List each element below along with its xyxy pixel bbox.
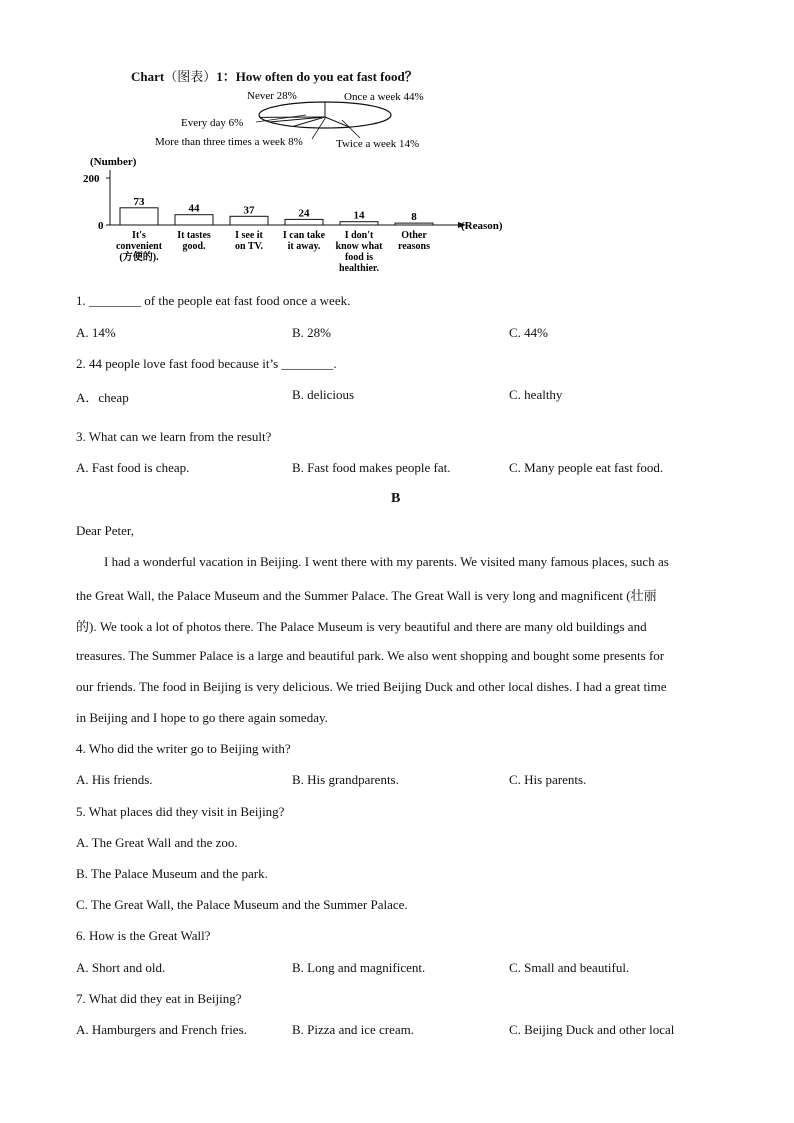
pie-label-three-times: More than three times a week 8% [155,136,303,148]
q7-option-c[interactable]: C. Beijing Duck and other local [509,1022,675,1037]
bar [395,223,433,225]
bar-category-label: (方便的). [119,252,159,263]
q3-option-b[interactable]: B. Fast food makes people fat. [292,460,451,475]
letter-line-6: in Beijing and I hope to go there again someday. [76,710,328,725]
q3-option-a[interactable]: A. Fast food is cheap. [76,460,190,475]
bar-category-label: It's [132,230,146,241]
bar [285,219,323,225]
bar-category-label: I can take [282,230,326,241]
fast-food-figure [80,62,540,284]
chart-title-prefix: Chart [131,69,165,84]
bar [120,208,158,225]
question-5: 5. What places did they visit in Beijing? [76,804,285,819]
chart-title-cn: （图表） [164,69,217,84]
bar-category-label: It tastes [177,230,211,241]
q3-option-c[interactable]: C. Many people eat fast food. [509,460,664,475]
bar [175,215,213,225]
bar-value-label: 24 [298,207,310,220]
y-tick-0: 0 [98,220,104,232]
q4-option-b[interactable]: B. His grandparents. [292,772,399,787]
question-7: 7. What did they eat in Beijing? [76,991,242,1006]
bar-category-label: I see it [235,230,263,241]
pie-label-never: Never 28% [247,90,297,102]
letter-line-3: 的). We took a lot of photos there. The Palace Museum is very beautiful and there are many old buildings and [76,619,647,634]
bar-category-label: Other [401,230,427,241]
chart-svg [80,62,540,284]
q5-option-b[interactable]: B. The Palace Museum and the park. [76,866,268,881]
q1-option-b[interactable]: B. 28% [292,325,331,340]
bar-category-label: it away. [287,241,321,252]
bar-chart [83,156,503,274]
q2-option-c[interactable]: C. healthy [509,387,563,402]
pie-label-twice-a-week: Twice a week 14% [336,138,420,150]
q4-option-a[interactable]: A. His friends. [76,772,153,787]
bar-value-label: 37 [243,204,255,217]
section-heading-b: B [391,491,401,506]
letter-line-5: our friends. The food in Beijing is very delicious. We tried Beijing Duck and other local dishes. I had a great time [76,679,667,694]
bar-category-label: on TV. [235,241,263,252]
q6-option-a[interactable]: A. Short and old. [76,960,166,975]
bar [340,222,378,225]
q1-option-a[interactable]: A. 14% [76,325,116,340]
bar-category-label: reasons [397,241,431,252]
pie-label-once-a-week: Once a week 44% [344,91,424,103]
q5-option-c[interactable]: C. The Great Wall, the Palace Museum and the Summer Palace. [76,897,408,912]
bar-value-label: 73 [133,195,145,208]
bar-category-label: healthier. [339,263,379,274]
y-tick-200: 200 [83,173,100,185]
bar-value-label: 44 [188,202,200,215]
bar-value-label: 8 [411,211,417,224]
q2-option-a[interactable]: A．cheap [76,390,129,405]
q6-option-b[interactable]: B. Long and magnificent. [292,960,426,975]
letter-greeting: Dear Peter, [76,523,134,538]
q6-option-c[interactable]: C. Small and beautiful. [509,960,630,975]
pie-label-every-day: Every day 6% [181,117,244,129]
y-axis-label: (Number) [90,156,137,168]
q2-option-b[interactable]: B. delicious [292,387,355,402]
x-axis-label: (Reason) [461,220,503,232]
pie-slice-divider [325,117,349,127]
letter-line-4: treasures. The Summer Palace is a large and beautiful park. We also went shopping and bought some presents for [76,648,665,663]
q4-option-c[interactable]: C. His parents. [509,772,587,787]
question-3: 3. What can we learn from the result? [76,429,272,444]
question-4: 4. Who did the writer go to Beijing with? [76,741,291,756]
question-6: 6. How is the Great Wall? [76,928,211,943]
q5-option-a[interactable]: A. The Great Wall and the zoo. [76,835,238,850]
chart-title-question: How often do you eat fast food？ [235,69,418,84]
letter-line-2: the Great Wall, the Palace Museum and the Summer Palace. The Great Wall is very long and magnificent (壮丽 [76,588,657,603]
question-1: 1. ________ of the people eat fast food once a week. [76,293,351,308]
bar-value-label: 14 [353,209,365,222]
question-2: 2. 44 people love fast food because it’s ________. [76,356,337,371]
chart-title-num: 1： [216,69,236,84]
letter-line-1: I had a wonderful vacation in Beijing. I went there with my parents. We visited many famous places, such as [104,554,669,569]
bar-category-label: good. [182,241,206,252]
q7-option-a[interactable]: A. Hamburgers and French fries. [76,1022,247,1037]
bar-category-label: know what [335,241,383,252]
bar-category-label: food is [344,252,374,263]
q7-option-b[interactable]: B. Pizza and ice cream. [292,1022,414,1037]
q1-option-c[interactable]: C. 44% [509,325,548,340]
bar-category-label: convenient [115,241,163,252]
bar-category-label: I don't [344,230,374,241]
pie-chart [155,90,424,150]
bar [230,216,268,225]
leader-twice-a-week [342,120,360,138]
